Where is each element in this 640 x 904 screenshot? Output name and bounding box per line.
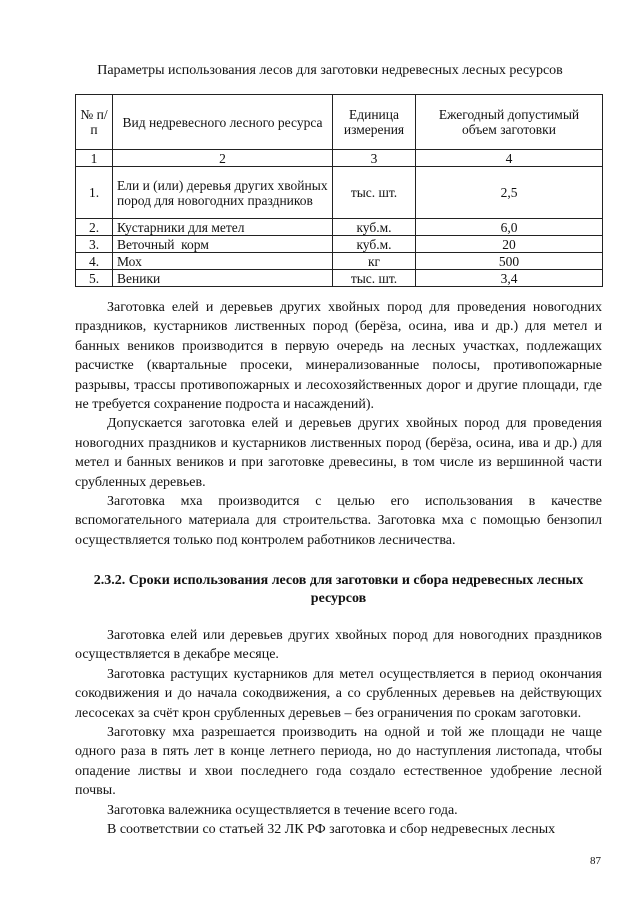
section-heading: 2.3.2. Сроки использования лесов для заготовки и сбора недревесных лесных ресурсов [93,573,584,606]
row-volume: 3,4 [416,270,603,287]
header-unit: Единица измерения [333,95,416,150]
row-num: 3. [76,236,113,253]
table-index-row [76,150,603,167]
table-row [76,236,603,253]
row-unit: куб.м. [333,219,416,236]
table-header-row [76,95,603,150]
paragraph: Заготовка елей или деревьев других хвойных пород для новогодних праздников осуществляется в декабре месяце. [75,628,602,663]
row-unit: тыс. шт. [333,167,416,219]
row-num: 1. [76,167,113,219]
paragraph: Заготовка растущих кустарников для метел осуществляется в период окончания сокодвижения и до начала сокодвижения, а со срубленных деревьев на действующих лесосеках за счёт крон срубленных деревьев – без ограничения по срокам заготовки. [75,666,602,721]
table-row [76,270,603,287]
paragraph: Допускается заготовка елей и деревьев других хвойных пород для проведения новогодних праздников и кустарников лиственных пород (берёза, осина, ива и др.) для метел и банных веников и при заготовке древесины, в том числе из вершинной части срубленных деревьев. [75,416,602,490]
index-cell: 4 [416,150,603,167]
paragraph: В соответствии со статьей 32 ЛК РФ заготовка и сбор недревесных лесных [107,822,556,838]
paragraph: Заготовку мха разрешается производить на одной и той же площади не чаще одного раза в пять лет в конце летнего периода, но до наступления листопада, чтобы опадение листвы и хвои последнего года создало естественное удобрение лесной почвы. [75,725,602,799]
row-name: Веточный корм [113,236,333,253]
row-name: Ели и (или) деревья других хвойных пород для новогодних праздников [113,167,333,219]
row-name: Мох [113,253,333,270]
paragraph: Заготовка валежника осуществляется в течение всего года. [107,802,458,818]
table-row [76,219,603,236]
table-row [76,253,603,270]
row-volume: 20 [416,236,603,253]
row-num: 4. [76,253,113,270]
row-name: Кустарники для метел [113,219,333,236]
row-name: Веники [113,270,333,287]
row-num: 2. [76,219,113,236]
row-volume: 500 [416,253,603,270]
table-caption: Параметры использования лесов для заготовки недревесных лесных ресурсов [97,63,563,78]
row-volume: 2,5 [416,167,603,219]
row-unit: тыс. шт. [333,270,416,287]
row-num: 5. [76,270,113,287]
body-text-block-2 [75,626,602,839]
body-text-block-1 [75,298,602,550]
resources-table [75,94,603,287]
paragraph: Заготовка мха производится с целью его использования в качестве вспомогательного материала для строительства. Заготовка мха с помощью бензопил осуществляется только под контролем работников лесничества. [75,494,602,548]
row-volume: 6,0 [416,219,603,236]
row-unit: куб.м. [333,236,416,253]
row-unit: кг [333,253,416,270]
paragraph: Заготовка елей и деревьев других хвойных пород для проведения новогодних праздников, кустарников лиственных пород (берёза, осина, ива и др.) для метел и банных веников производится в первую очередь на лесных участках, подлежащих расчистке (квартальные просеки, минерализованные полосы, противопожарные разрывы, трассы противопожарных и лесохозяйственных дорог и другие площади, где не требуется сохранение подроста и насаждений). [75,300,602,413]
index-cell: 2 [113,150,333,167]
header-num: № п/п [76,95,113,150]
page-number: 87 [590,855,601,867]
index-cell: 3 [333,150,416,167]
header-name: Вид недревесного лесного ресурса [113,95,333,150]
table-row [76,167,603,219]
header-volume: Ежегодный допустимый объем заготовки [416,95,603,150]
index-cell: 1 [76,150,113,167]
